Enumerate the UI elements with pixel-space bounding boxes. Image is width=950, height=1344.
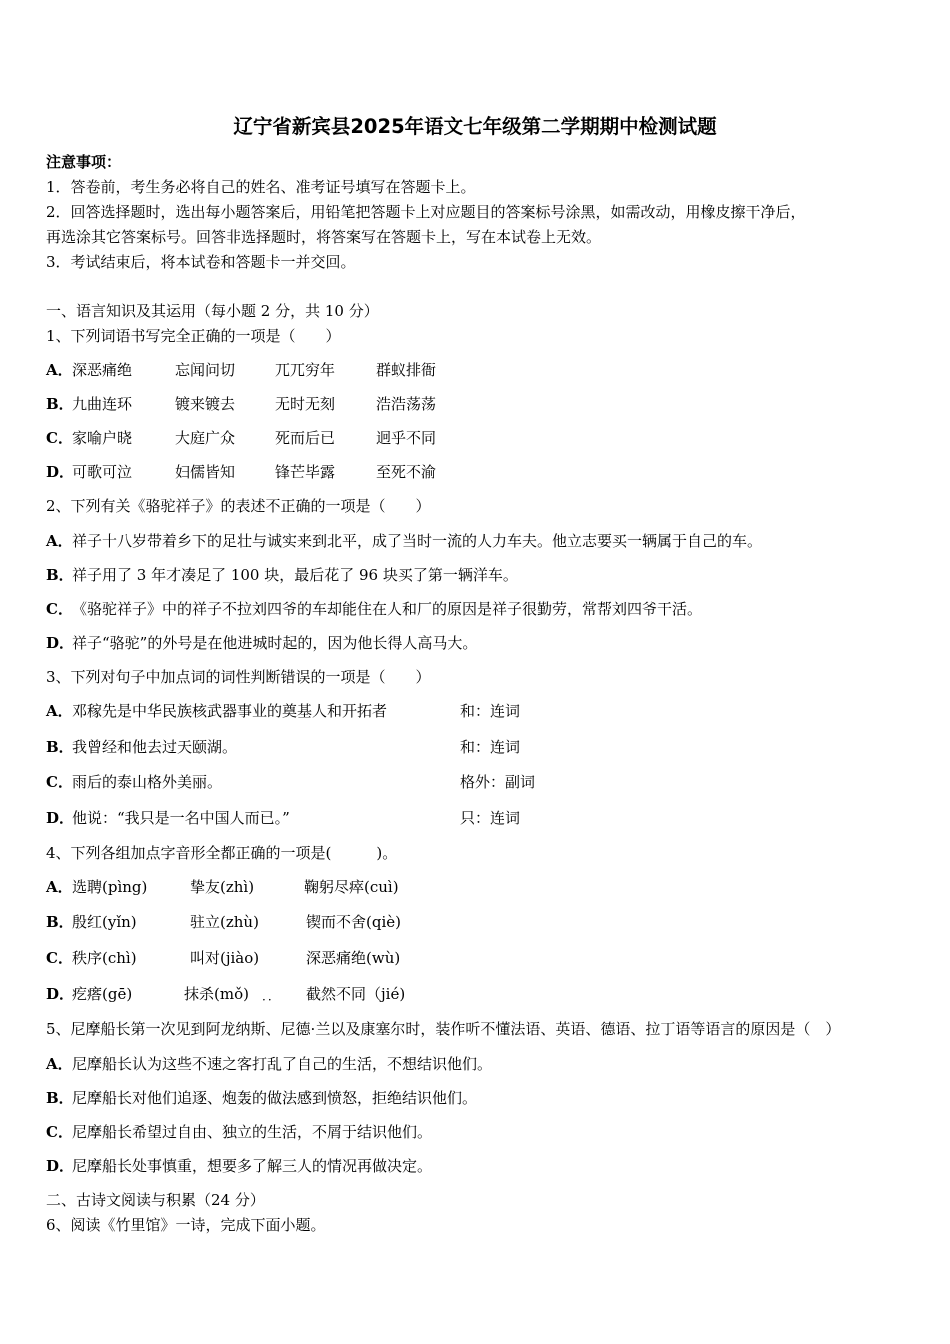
q3-d-text: 他说：“我只是一名中国人而已。” [72, 809, 290, 827]
q1-c-word-4: 迥乎不同 [376, 429, 437, 447]
option-label: A． [46, 878, 73, 896]
q1-b-word-4: 浩浩荡荡 [376, 395, 437, 413]
q4-b-word-1: 殷红(yǐn) [72, 913, 137, 931]
q3-option-b [46, 737, 237, 757]
q4-a-word-3: 鞠躬尽瘁(cuì) [304, 878, 399, 896]
q2-c-text: 《骆驼祥子》中的祥子不拉刘四爷的车却能住在人和厂的原因是祥子很勤劳，常帮刘四爷干活。 [72, 600, 703, 618]
option-label: B． [46, 738, 74, 756]
q5-d-text: 尼摩船长处事慎重，想要多了解三人的情况再做决定。 [72, 1157, 433, 1175]
q4-a-word-1: 选聘(pìng) [72, 878, 148, 896]
option-label: B． [46, 566, 74, 584]
page-title: 辽宁省新宾县2025年语文七年级第二学期期中检测试题 [233, 115, 717, 138]
option-label: A． [46, 1055, 73, 1073]
option-label: C． [46, 773, 73, 791]
q4-option-a [46, 877, 147, 897]
q4-b-word-3: 锲而不舍(qiè) [306, 913, 401, 931]
q5-c-text: 尼摩船长希望过自由、独立的生活，不屑于结识他们。 [72, 1123, 433, 1141]
q3-option-a [46, 701, 387, 721]
q3-a-answer: 和：连词 [460, 702, 521, 720]
q3-option-d [46, 808, 290, 828]
question-2-stem: 2、下列有关《骆驼祥子》的表述不正确的一项是（ ） [46, 497, 431, 515]
q3-b-answer: 和：连词 [460, 738, 521, 756]
emphasis-dots: ·· [262, 993, 274, 1007]
q2-d-text: 祥子“骆驼”的外号是在他进城时起的，因为他长得人高马大。 [72, 634, 478, 652]
q1-option-c [46, 428, 132, 448]
notice-item-2a: 2．回答选择题时，选出每小题答案后，用铅笔把答题卡上对应题目的答案标号涂黑，如需改动，用橡皮擦干净后， [46, 203, 806, 221]
q4-a-word-2: 挚友(zhì) [190, 878, 255, 896]
q2-option-a [46, 531, 762, 551]
q1-d-word-1: 可歌可泣 [72, 463, 133, 481]
option-label: D． [46, 1157, 75, 1175]
option-label: D． [46, 809, 75, 827]
q2-a-text: 祥子十八岁带着乡下的足壮与诚实来到北平，成了当时一流的人力车夫。他立志要买一辆属于自己的车。 [72, 532, 763, 550]
q2-option-b [46, 565, 518, 585]
q3-a-text: 邓稼先是中华民族核武器事业的奠基人和开拓者 [72, 702, 388, 720]
q3-option-c [46, 772, 222, 792]
option-label: B． [46, 913, 74, 931]
q4-option-b [46, 912, 137, 932]
q1-c-word-1: 家喻户晓 [72, 429, 133, 447]
q1-b-word-2: 镀来镀去 [175, 395, 236, 413]
q1-a-word-1: 深恶痛绝 [72, 361, 133, 379]
option-label: C． [46, 429, 73, 447]
q4-option-c [46, 948, 137, 968]
option-label: C． [46, 600, 73, 618]
q1-c-word-3: 死而后已 [275, 429, 336, 447]
section-heading-1: 一、语言知识及其运用（每小题 2 分，共 10 分） [46, 302, 379, 320]
q4-c-word-1: 秩序(chì) [72, 949, 137, 967]
question-4-stem: 4、下列各组加点字音形全都正确的一项是( )。 [46, 844, 398, 862]
question-3-stem: 3、下列对句子中加点词的词性判断错误的一项是（ ） [46, 668, 431, 686]
q4-c-word-2: 叫对(jiào) [190, 949, 260, 967]
q4-d-word-2: 抹杀(mǒ) [184, 985, 249, 1003]
q4-d-word-1: 疙瘩(gē) [72, 985, 133, 1003]
q1-c-word-2: 大庭广众 [175, 429, 236, 447]
q5-option-b [46, 1088, 477, 1108]
option-label: C． [46, 949, 73, 967]
q2-option-c [46, 599, 702, 619]
q1-option-a [46, 360, 132, 380]
option-label: B． [46, 395, 74, 413]
option-label: D． [46, 985, 75, 1003]
q5-option-c [46, 1122, 432, 1142]
option-label: D． [46, 634, 75, 652]
option-label: A． [46, 702, 73, 720]
option-label: A． [46, 361, 73, 379]
option-label: B． [46, 1089, 74, 1107]
notice-item-2b: 再选涂其它答案标号。回答非选择题时，将答案写在答题卡上，写在本试卷上无效。 [46, 228, 602, 246]
q5-a-text: 尼摩船长认为这些不速之客打乱了自己的生活，不想结识他们。 [72, 1055, 493, 1073]
q3-c-answer: 格外：副词 [460, 773, 536, 791]
q5-option-a [46, 1054, 492, 1074]
option-label: A． [46, 532, 73, 550]
option-label: C． [46, 1123, 73, 1141]
q3-b-text: 我曾经和他去过天颐湖。 [72, 738, 238, 756]
question-5-stem: 5、尼摩船长第一次见到阿龙纳斯、尼德·兰以及康塞尔时，装作听不懂法语、英语、德语、拉丁语等语言的原因是（ ） [46, 1020, 841, 1038]
section-heading-2: 二、古诗文阅读与积累（24 分） [46, 1191, 265, 1209]
q1-a-word-2: 忘闻问切 [175, 361, 236, 379]
q4-c-word-3: 深恶痛绝(wù) [306, 949, 401, 967]
q2-b-text: 祥子用了 3 年才凑足了 100 块，最后花了 96 块买了第一辆洋车。 [72, 566, 518, 584]
q1-b-word-3: 无时无刻 [275, 395, 336, 413]
q4-option-d [46, 984, 132, 1004]
q4-d-word-3: 截然不同（jié) [306, 985, 406, 1003]
notice-item-1: 1．答卷前，考生务必将自己的姓名、准考证号填写在答题卡上。 [46, 178, 476, 196]
q1-option-d [46, 462, 132, 482]
q1-a-word-4: 群蚁排衙 [376, 361, 437, 379]
question-1-stem: 1、下列词语书写完全正确的一项是（ ） [46, 327, 341, 345]
notice-heading: 注意事项： [46, 153, 122, 171]
q3-d-answer: 只：连词 [460, 809, 521, 827]
q1-d-word-4: 至死不渝 [376, 463, 437, 481]
q2-option-d [46, 633, 477, 653]
q1-b-word-1: 九曲连环 [72, 395, 133, 413]
option-label: D． [46, 463, 75, 481]
q4-b-word-2: 驻立(zhù) [190, 913, 259, 931]
q1-d-word-2: 妇儒皆知 [175, 463, 236, 481]
q5-b-text: 尼摩船长对他们追逐、炮轰的做法感到愤怒，拒绝结识他们。 [72, 1089, 478, 1107]
q1-a-word-3: 兀兀穷年 [275, 361, 336, 379]
q1-option-b [46, 394, 132, 414]
notice-item-3: 3．考试结束后，将本试卷和答题卡一并交回。 [46, 253, 356, 271]
q1-d-word-3: 锋芒毕露 [275, 463, 336, 481]
question-6-stem: 6、阅读《竹里馆》一诗，完成下面小题。 [46, 1216, 326, 1234]
q3-c-text: 雨后的泰山格外美丽。 [72, 773, 223, 791]
q5-option-d [46, 1156, 432, 1176]
